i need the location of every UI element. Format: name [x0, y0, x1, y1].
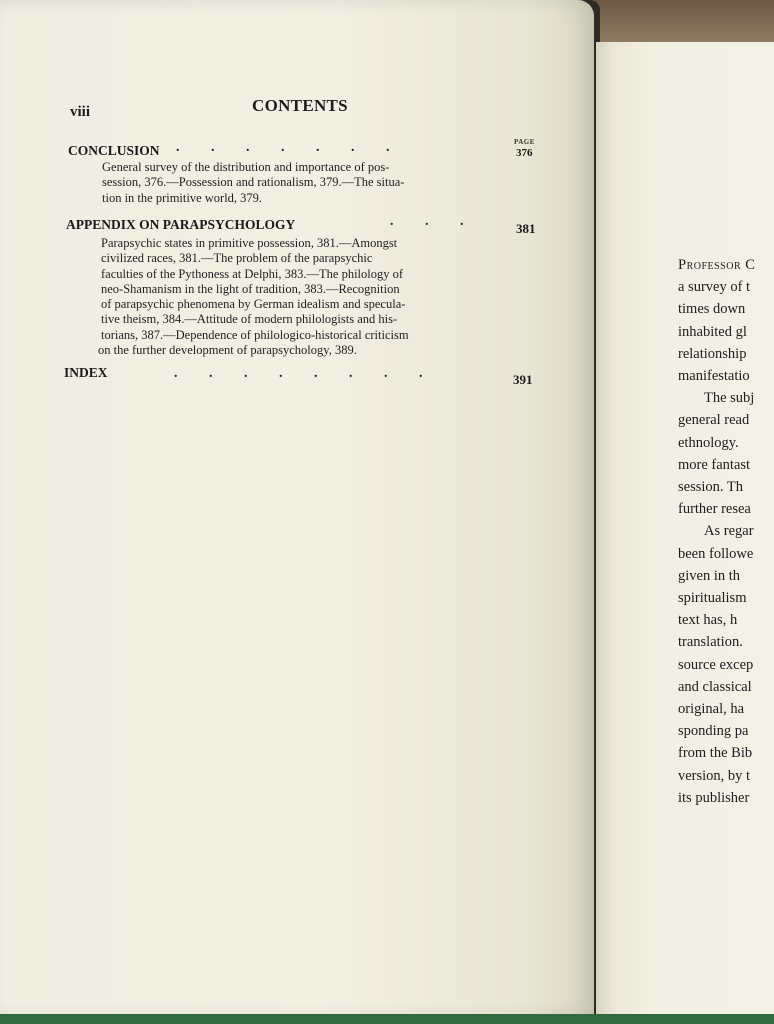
- page-folio: viii: [70, 104, 91, 120]
- description-line: tion in the primitive world, 379.: [102, 190, 263, 205]
- text-line: a survey of t: [678, 279, 751, 296]
- toc-heading-index: INDEX: [64, 365, 108, 380]
- toc-page-appendix: 381: [516, 221, 536, 236]
- description-line: on the further development of parapsychology, 389.: [98, 343, 357, 358]
- text-line: manifestatio: [678, 368, 750, 385]
- text-line: more fantast: [678, 456, 751, 473]
- toc-page-index: 391: [513, 372, 533, 387]
- description-line: neo-Shamanism in the light of tradition, 383.—Recognition: [101, 281, 400, 296]
- toc-heading-appendix: APPENDIX ON PARAPSYCHOLOGY: [66, 217, 296, 232]
- text-line: source excep: [678, 656, 754, 673]
- toc-page-conclusion: 376: [516, 147, 533, 159]
- leader-dots: . . . . . . .: [176, 140, 390, 155]
- description-line: faculties of the Pythoness at Delphi, 383.—The philology of: [101, 266, 404, 281]
- text-line: ethnology.: [678, 434, 739, 451]
- leader-dots: . . .: [390, 214, 464, 229]
- description-line: Parapsychic states in primitive possession, 381.—Amongst: [101, 236, 398, 250]
- description-line: of parapsychic phenomena by German idealism and specula-: [101, 297, 406, 312]
- text-line: further resea: [678, 501, 751, 518]
- description-line: civilized races, 381.—The problem of the parapsychic: [101, 251, 373, 266]
- right-page: [596, 42, 774, 1018]
- text-line: Professor C: [678, 257, 756, 273]
- text-line: general read: [678, 412, 750, 429]
- text-line: translation.: [678, 634, 743, 651]
- text-line: sponding pa: [678, 723, 749, 740]
- description-line: tive theism, 384.—Attitude of modern philologists and his-: [101, 312, 398, 327]
- toc-heading-conclusion: CONCLUSION: [68, 143, 160, 158]
- text-line: given in th: [678, 567, 741, 584]
- text-line: times down: [678, 301, 746, 318]
- text-line: and classical: [678, 678, 752, 695]
- running-head: CONTENTS: [252, 96, 348, 115]
- toc-description-appendix: [98, 236, 505, 358]
- text-line: been followe: [678, 545, 754, 562]
- toc-description-conclusion: [102, 160, 504, 206]
- text-line: version, by t: [678, 767, 751, 784]
- description-line: torians, 387.—Dependence of philologico-historical criticism: [101, 327, 409, 342]
- text-line: spiritualism: [678, 590, 747, 607]
- text-line: text has, h: [678, 612, 738, 629]
- text-line: relationship: [678, 345, 747, 362]
- description-line: session, 376.—Possession and rationalism, 379.—The situa-: [102, 175, 405, 190]
- green-surface-strip: [0, 1014, 774, 1024]
- text-line: The subj: [704, 390, 755, 407]
- right-page-text: [678, 254, 774, 809]
- page-column-label: PAGE: [514, 138, 535, 146]
- text-line: As regar: [704, 523, 754, 540]
- text-line: its publisher: [678, 789, 750, 806]
- text-line: from the Bib: [678, 745, 753, 762]
- text-line: session. Th: [678, 479, 743, 496]
- leader-dots: . . . . . . . .: [174, 366, 423, 381]
- text-line: original, ha: [678, 701, 745, 718]
- text-line: inhabited gl: [678, 323, 747, 340]
- description-line: General survey of the distribution and importance of pos-: [102, 160, 390, 174]
